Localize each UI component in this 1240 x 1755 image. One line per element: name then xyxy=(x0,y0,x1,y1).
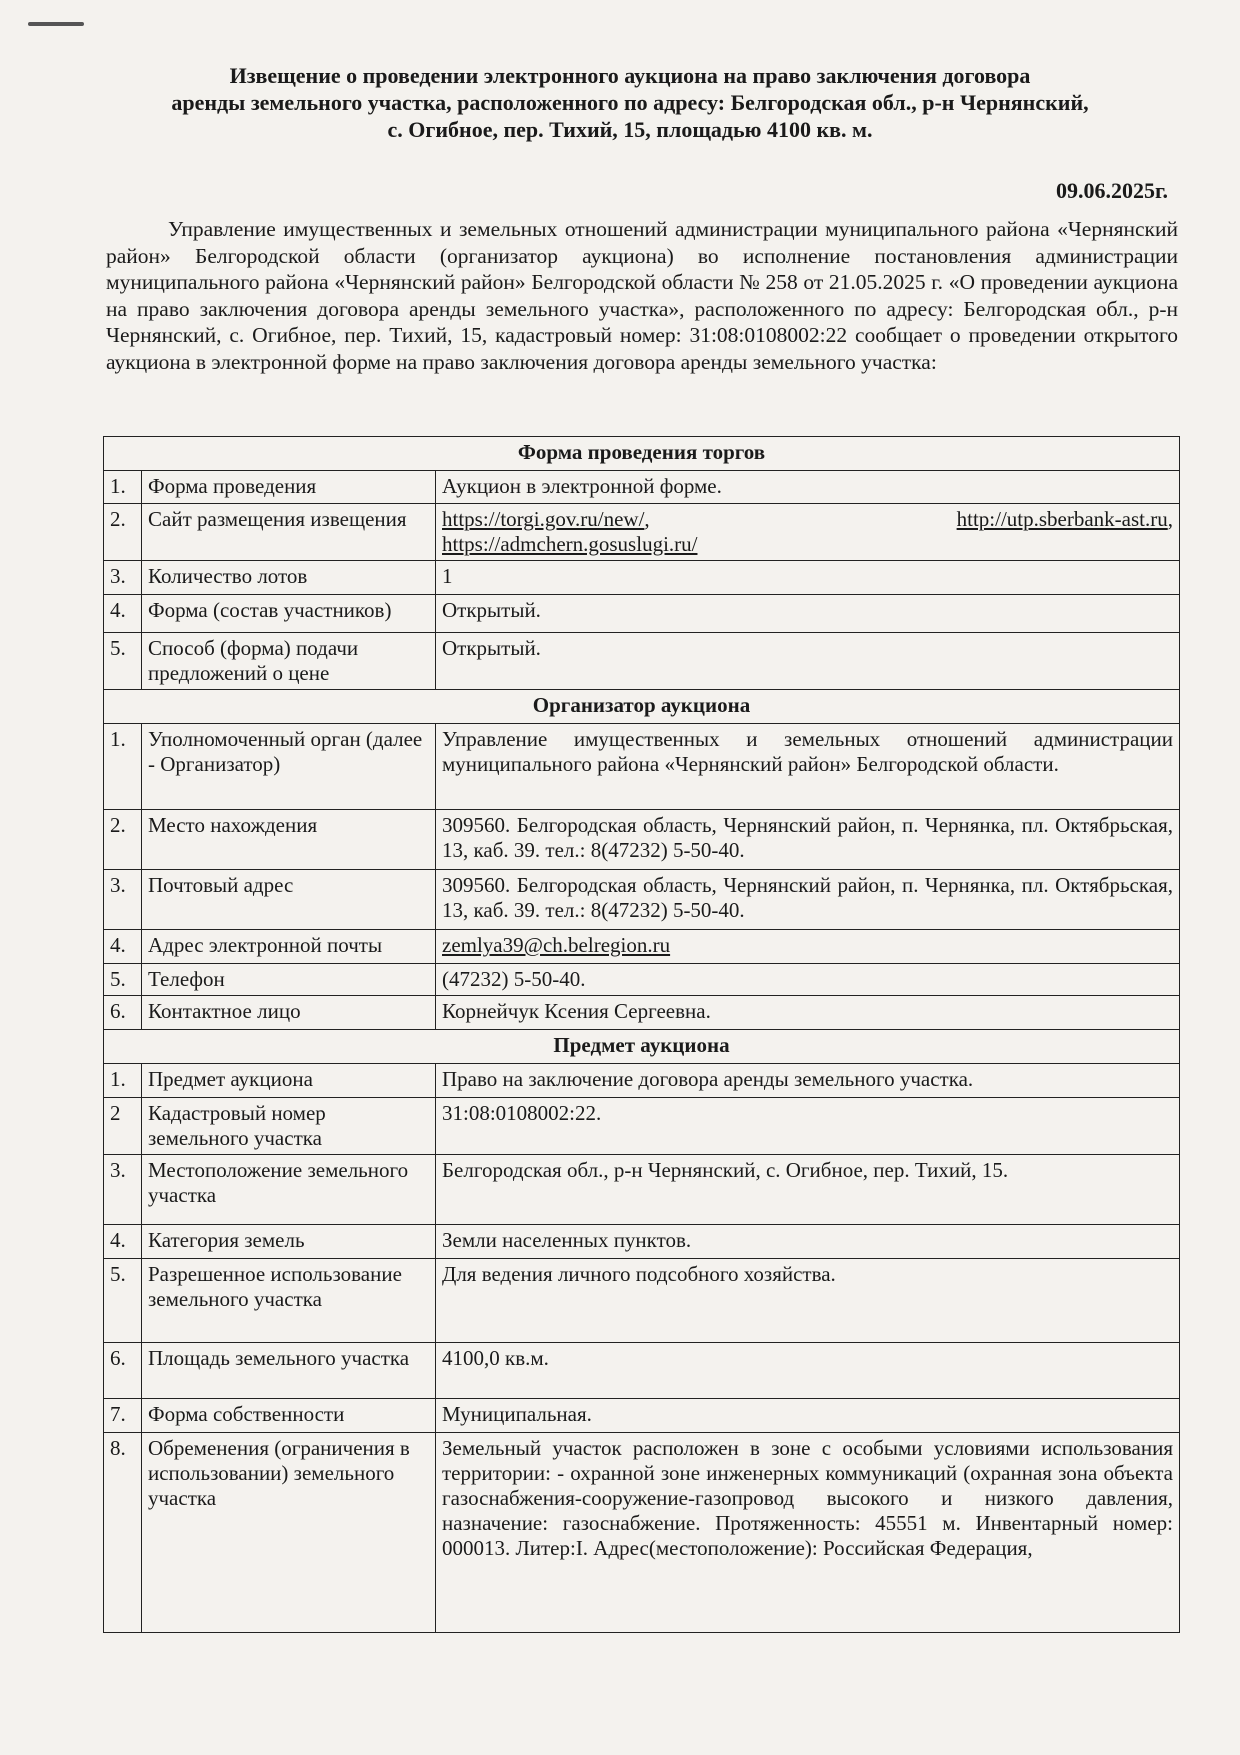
row-label: Форма собственности xyxy=(142,1399,436,1433)
row-value: Открытый. xyxy=(436,595,1180,633)
table-row xyxy=(104,810,1180,870)
row-value: 4100,0 кв.м. xyxy=(436,1343,1180,1399)
table-row xyxy=(104,1064,1180,1098)
row-number: 6. xyxy=(104,996,142,1030)
row-label: Разрешенное использование земельного участка xyxy=(142,1259,436,1343)
notice-title xyxy=(100,62,1160,143)
row-label: Обременения (ограничения в использовании) земельного участка xyxy=(142,1433,436,1633)
row-number: 1. xyxy=(104,1064,142,1098)
table-row xyxy=(104,561,1180,595)
row-number: 3. xyxy=(104,561,142,595)
table-row xyxy=(104,1155,1180,1225)
row-label: Предмет аукциона xyxy=(142,1064,436,1098)
table-row xyxy=(104,633,1180,690)
row-number: 2 xyxy=(104,1098,142,1155)
link-sberbank-ast[interactable]: http://utp.sberbank-ast.ru xyxy=(956,507,1168,531)
table-row xyxy=(104,471,1180,504)
row-number: 5. xyxy=(104,633,142,690)
table-row xyxy=(104,1259,1180,1343)
table-row xyxy=(104,930,1180,964)
row-label: Уполномоченный орган (далее - Организатор) xyxy=(142,724,436,810)
table-row xyxy=(104,1225,1180,1259)
table-row xyxy=(104,1098,1180,1155)
row-value: Аукцион в электронной форме. xyxy=(436,471,1180,504)
row-label: Сайт размещения извещения xyxy=(142,504,436,561)
row-number: 1. xyxy=(104,471,142,504)
row-label: Способ (форма) подачи предложений о цене xyxy=(142,633,436,690)
section-header-form: Форма проведения торгов xyxy=(104,437,1180,471)
row-label: Телефон xyxy=(142,964,436,996)
row-label: Форма проведения xyxy=(142,471,436,504)
row-value: Для ведения личного подсобного хозяйства. xyxy=(436,1259,1180,1343)
scan-mark xyxy=(28,22,84,26)
row-number: 2. xyxy=(104,504,142,561)
row-number: 3. xyxy=(104,870,142,930)
row-number: 5. xyxy=(104,1259,142,1343)
section-header-subject: Предмет аукциона xyxy=(104,1030,1180,1064)
table-row xyxy=(104,1399,1180,1433)
row-number: 8. xyxy=(104,1433,142,1633)
row-number: 2. xyxy=(104,810,142,870)
row-label: Кадастровый номер земельного участка xyxy=(142,1098,436,1155)
notice-table xyxy=(103,436,1180,1633)
row-value: Земельный участок расположен в зоне с особыми условиями использования территории: - охранной зоне инженерных коммуникаций (охранная зона объекта газоснабжения-сооружение-газопровод высокого и низкого давления, назначение: газоснабжение. Протяженность: 45551 м. Инвентарный номер: 000013. Литер:I. Адрес(местоположение): Российская Федерация, xyxy=(436,1433,1180,1633)
title-line-3: с. Огибное, пер. Тихий, 15, площадью 4100 кв. м. xyxy=(387,117,873,142)
row-number: 4. xyxy=(104,1225,142,1259)
row-value: Управление имущественных и земельных отношений администрации муниципального района «Чернянский район» Белгородской области. xyxy=(436,724,1180,810)
row-label: Почтовый адрес xyxy=(142,870,436,930)
row-label: Адрес электронной почты xyxy=(142,930,436,964)
row-number: 4. xyxy=(104,595,142,633)
row-value: (47232) 5-50-40. xyxy=(436,964,1180,996)
link-separator: , xyxy=(644,507,650,531)
title-line-2: аренды земельного участка, расположенного по адресу: Белгородская обл., р-н Чернянский, xyxy=(171,90,1089,115)
link-torgi[interactable]: https://torgi.gov.ru/new/ xyxy=(442,507,645,531)
table-row xyxy=(104,595,1180,633)
table-row xyxy=(104,1433,1180,1633)
row-value: 309560. Белгородская область, Чернянский район, п. Чернянка, пл. Октябрьская, 13, каб. 39. тел.: 8(47232) 5-50-40. xyxy=(436,870,1180,930)
row-number: 1. xyxy=(104,724,142,810)
row-value: Муниципальная. xyxy=(436,1399,1180,1433)
table-row xyxy=(104,964,1180,996)
table-row xyxy=(104,724,1180,810)
row-number: 4. xyxy=(104,930,142,964)
row-label: Контактное лицо xyxy=(142,996,436,1030)
notice-date: 09.06.2025г. xyxy=(1055,178,1168,203)
row-value: Земли населенных пунктов. xyxy=(436,1225,1180,1259)
row-value: Открытый. xyxy=(436,633,1180,690)
title-line-1: Извещение о проведении электронного аукциона на право заключения договора xyxy=(229,63,1031,88)
row-label: Место нахождения xyxy=(142,810,436,870)
link-admchern[interactable]: https://admchern.gosuslugi.ru/ xyxy=(442,532,698,556)
row-value: 1 xyxy=(436,561,1180,595)
row-value: Корнейчук Ксения Сергеевна. xyxy=(436,996,1180,1030)
row-label: Категория земель xyxy=(142,1225,436,1259)
section-header-organizer: Организатор аукциона xyxy=(104,690,1180,724)
row-value: Белгородская обл., р-н Чернянский, с. Огибное, пер. Тихий, 15. xyxy=(436,1155,1180,1225)
row-number: 7. xyxy=(104,1399,142,1433)
row-label: Форма (состав участников) xyxy=(142,595,436,633)
row-value: Право на заключение договора аренды земельного участка. xyxy=(436,1064,1180,1098)
table-row xyxy=(104,504,1180,561)
row-label: Количество лотов xyxy=(142,561,436,595)
row-value: 309560. Белгородская область, Чернянский район, п. Чернянка, пл. Октябрьская, 13, каб. 39. тел.: 8(47232) 5-50-40. xyxy=(436,810,1180,870)
email-link[interactable]: zemlya39@ch.belregion.ru xyxy=(436,930,1180,964)
table-row xyxy=(104,996,1180,1030)
row-value-sites xyxy=(436,504,1180,561)
row-number: 5. xyxy=(104,964,142,996)
row-label: Местоположение земельного участка xyxy=(142,1155,436,1225)
row-value: 31:08:0108002:22. xyxy=(436,1098,1180,1155)
link-separator: , xyxy=(1167,507,1173,531)
intro-paragraph: Управление имущественных и земельных отношений администрации муниципального района «Чернянский район» Белгородской области (организатор аукциона) во исполнение постановления администрации муниципального района «Чернянский район» Белгородской области № 258 от 21.05.2025 г. «О проведении аукциона на право заключения договора аренды земельного участка», расположенного по адресу: Белгородская обл., р-н Чернянский, с. Огибное, пер. Тихий, 15, кадастровый номер: 31:08:0108002:22 сообщает о проведении открытого аукциона в электронной форме на право заключения договора аренды земельного участка: xyxy=(106,217,1178,374)
table-row xyxy=(104,870,1180,930)
row-label: Площадь земельного участка xyxy=(142,1343,436,1399)
row-number: 6. xyxy=(104,1343,142,1399)
row-number: 3. xyxy=(104,1155,142,1225)
table-row xyxy=(104,1343,1180,1399)
